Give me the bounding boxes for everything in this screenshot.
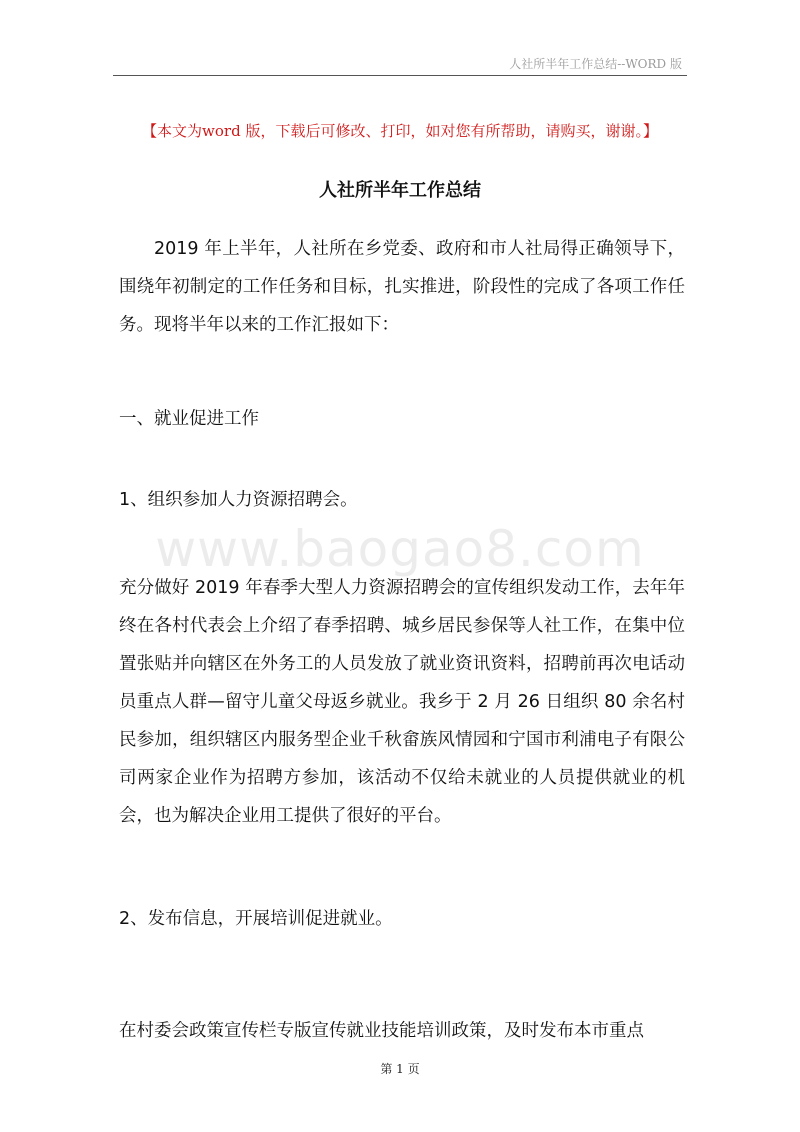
item-heading-training: 2、发布信息，开展培训促进就业。 (119, 909, 393, 929)
job-fair-paragraph: 充分做好 2019 年春季大型人力资源招聘会的宣传组织发动工作，去年年终在各村代表会上介绍了春季招聘、城乡居民参保等人社工作，在集中位置张贴并向辖区在外务工的人员发放了就业资讯资料，招聘前再次电话动员重点人群—留守儿童父母返乡就业。我乡于 2 月 26 日组织 80 余名村民参加，组织辖区内服务型企业千秋畲族风情园和宁国市利浦电子有限公司两家企业作为招聘方参加，该活动不仅给未就业的人员提供就业的机会，也为解决企业用工提供了很好的平台。 (119, 578, 685, 826)
training-paragraph: 在村委会政策宣传栏专版宣传就业技能培训政策，及时发布本市重点 (119, 1021, 644, 1041)
download-notice: 【本文为word 版，下载后可修改、打印，如对您有所帮助，请购买，谢谢。】 (142, 122, 658, 140)
intro-paragraph: 2019 年上半年，人社所在乡党委、政府和市人社局得正确领导下，围绕年初制定的工作任务和目标，扎实推进，阶段性的完成了各项工作任务。现将半年以来的工作汇报如下： (119, 239, 685, 335)
header-divider (113, 75, 687, 76)
page-number: 第 1 页 (380, 1062, 420, 1076)
section-heading-employment: 一、就业促进工作 (119, 409, 259, 429)
item-heading-job-fair: 1、组织参加人力资源招聘会。 (119, 490, 358, 510)
watermark: www.baogao8.com (155, 520, 645, 578)
document-title: 人社所半年工作总结 (319, 180, 481, 201)
page-header: 人社所半年工作总结--WORD 版 (509, 57, 682, 71)
